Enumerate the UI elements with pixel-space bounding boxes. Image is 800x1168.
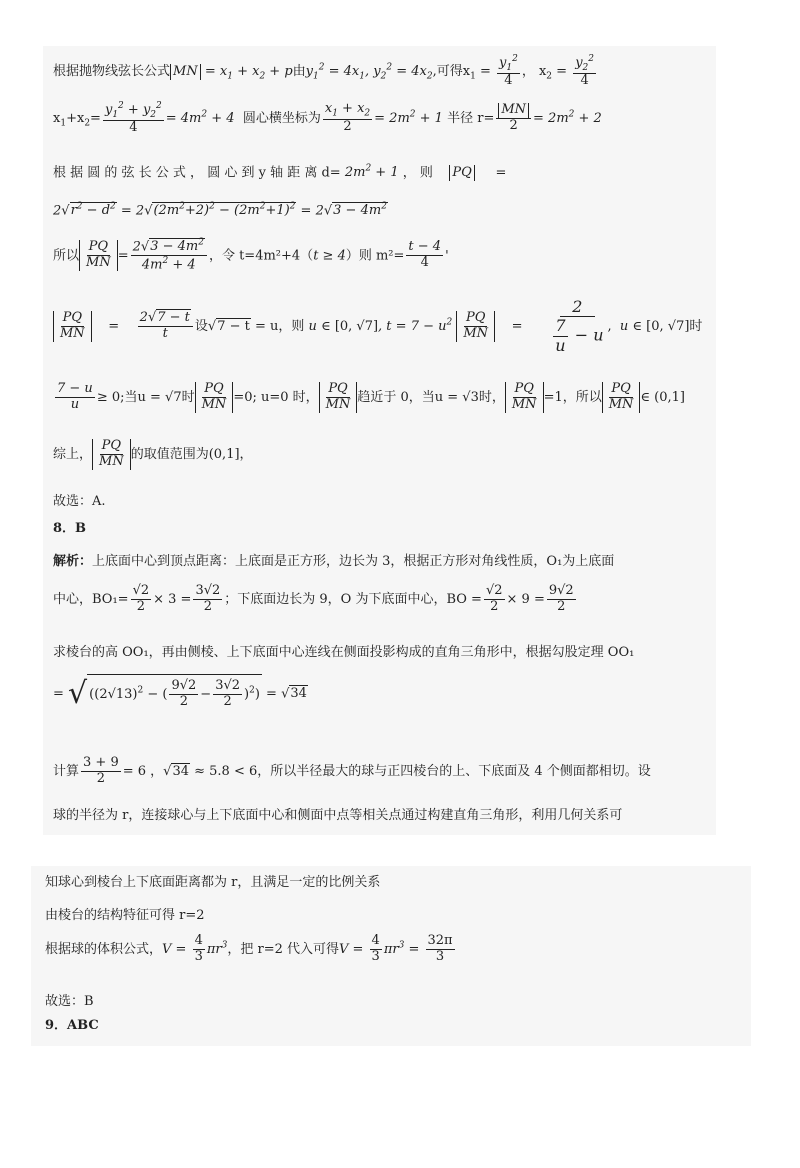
text: 由 — [292, 64, 306, 80]
text: ，所以半径最大的球与正四棱台的上、下底面及 4 个侧面都相切。设 — [257, 763, 651, 779]
text: ，令 t=4m²+4（ — [208, 248, 314, 264]
text: 中心，BO₁= — [53, 591, 129, 607]
text: 设 — [194, 319, 208, 335]
line-substitution: $\frac{PQ}{MN}$ = $\frac{2√7 - t}{t}$ 设√7 − t = u，则 u ∈ [0, √7], $t = 7 - u^2$ $\frac{PQ}{MN}$ = 2 $\frac{7}{u}$ − u , u ∈ [0, √7]时 — [53, 298, 702, 355]
line-distance: 知球心到棱台上下底面距离都为 r，且满足一定的比例关系 — [45, 875, 381, 890]
line-r-value: 由棱台的结构特征可得 r=2 — [45, 908, 205, 923]
line-summary: 综上， $\frac{PQ}{MN}$ 的取值范围为(0,1]， — [53, 438, 253, 469]
answer-b: 故选：B — [45, 994, 94, 1009]
text: =0; u=0 时， — [233, 389, 319, 405]
answer-a: 故选：A. — [53, 494, 106, 509]
text: 圆心横坐标为 — [242, 111, 321, 127]
line-ratio: 所以 $\frac{PQ}{MN}$ = $\frac{2√3 - 4m^2}{4m^2 + 4}$ ，令 t=4m²+4（t ≥ 4）则 m²= $\frac{t - 4}{4}$ ' — [53, 238, 449, 273]
text: 时， — [478, 389, 505, 405]
text: 所以 — [53, 248, 80, 264]
text: 根据抛物线弦长公式 — [53, 64, 171, 80]
text: =1，所以 — [543, 389, 602, 405]
text: 趋近于 0，当 — [357, 389, 435, 405]
text: 根据球的体积公式， — [45, 941, 163, 957]
text: ）则 m²= — [345, 248, 405, 264]
line-bo-distances: 中心，BO₁= $\frac{√2}{2}$ × 3 = $\frac{3√2}{2}$ ；下底面边长为 9，O 为下底面中心，BO = $\frac{√2}{2}$ × 9 = $\frac{9√2}{2}$ — [53, 583, 574, 614]
line-sphere-radius: 球的半径为 r，连接球心与上下底面中心和侧面中点等相关点通过构建直角三角形，利用几何关系可 — [53, 808, 623, 823]
text: 计算 — [53, 763, 80, 779]
solution-panel-bottom — [31, 866, 751, 1046]
line-circle-center: $x_1+x_2=$ $\frac{y_1^2 + y_2^2}{4}$ = $4m^2 + 4$ 圆心横坐标为 $\frac{x_1 + x_2}{2}$ = $2m^2 + 1$ 半径 r= $\frac{MN}{2}$ = $2m^2 + 2$ — [53, 101, 602, 136]
line-compare: 计算 $\frac{3 + 9}{2}$ = 6 ，√34 ≈ 5.8 < 6，所以半径最大的球与正四棱台的上、下底面及 4 个侧面都相切。设 — [53, 755, 651, 786]
question-9-heading: 9．ABC — [45, 1018, 99, 1033]
text: 上底面中心到顶点距离：上底面是正方形，边长为 3，根据正方形对角线性质，O₁为上底面 — [92, 554, 615, 569]
question-8-heading: 8．B — [53, 521, 87, 536]
text: 可得 — [436, 64, 463, 80]
line-circle-chord: 根 据 圆 的 弦 长 公 式 ， 圆 心 到 y 轴 距 离 $d= 2m^2 + 1$ ， 则 PQ = — [53, 164, 507, 181]
text: 的取值范围为 — [130, 446, 209, 462]
text: ；下底面边长为 9，O 为下底面中心，BO = — [224, 591, 482, 607]
text: ， 则 — [402, 165, 433, 181]
line-height-text: 求棱台的高 OO₁，再由侧棱、上下底面中心连线在侧面投影构成的直角三角形中，根据勾股定理 OO₁ — [53, 645, 635, 660]
text: 当 — [124, 389, 138, 405]
text: 时 — [689, 319, 703, 335]
line-pq-value: $2√r^2 - d^2 = 2√(2m^2+2)^2 - (2m^2+1)^2 = 2√3 - 4m^2$ — [53, 202, 387, 219]
line-analysis — [53, 554, 614, 570]
text: 综上， — [53, 446, 93, 462]
text: 根 据 圆 的 弦 长 公 式 ， 圆 心 到 y 轴 距 离 d= — [53, 165, 341, 181]
text: ，把 r=2 代入可得 — [227, 941, 339, 957]
text: 时 — [181, 389, 195, 405]
line-volume: 根据球的体积公式，V = $\frac{4}{3}$ $\pi r^3$，把 r=2 代入可得V = $\frac{4}{3}$ $\pi r^3$ = $\frac{32\pi}{3}$ — [45, 933, 453, 964]
analysis-label: 解析： — [53, 554, 93, 569]
line-height-formula: = √ ($(2√13)^2$ − ( $\frac{9√2}{2}$ − $\frac{3√2}{2}$ )$^2$) = √34 — [53, 674, 308, 714]
solution-panel-top — [43, 46, 716, 835]
text: 半径 r= — [447, 111, 495, 127]
line-limit: $\frac{7 - u}{u}$ ≥ 0;当u = √7时 $\frac{PQ}{MN}$ =0; u=0 时， $\frac{PQ}{MN}$ 趋近于 0，当u = √3时， $\frac{PQ}{MN}$ =1，所以 $\frac{PQ}{MN}$ ∈ (0,1] — [57, 381, 685, 412]
text: ，则 — [278, 319, 305, 335]
line-chord-formula: 根据抛物线弦长公式 MN = $x_1 + x_2 + p$由$y_1^2 = 4x_1$, $y_2^2 = 4x_2$,可得$x_1$ = $\frac{y_1^2}{4}$ ， $x_2$ = $\frac{y_2^2}{4}$ — [53, 54, 595, 89]
